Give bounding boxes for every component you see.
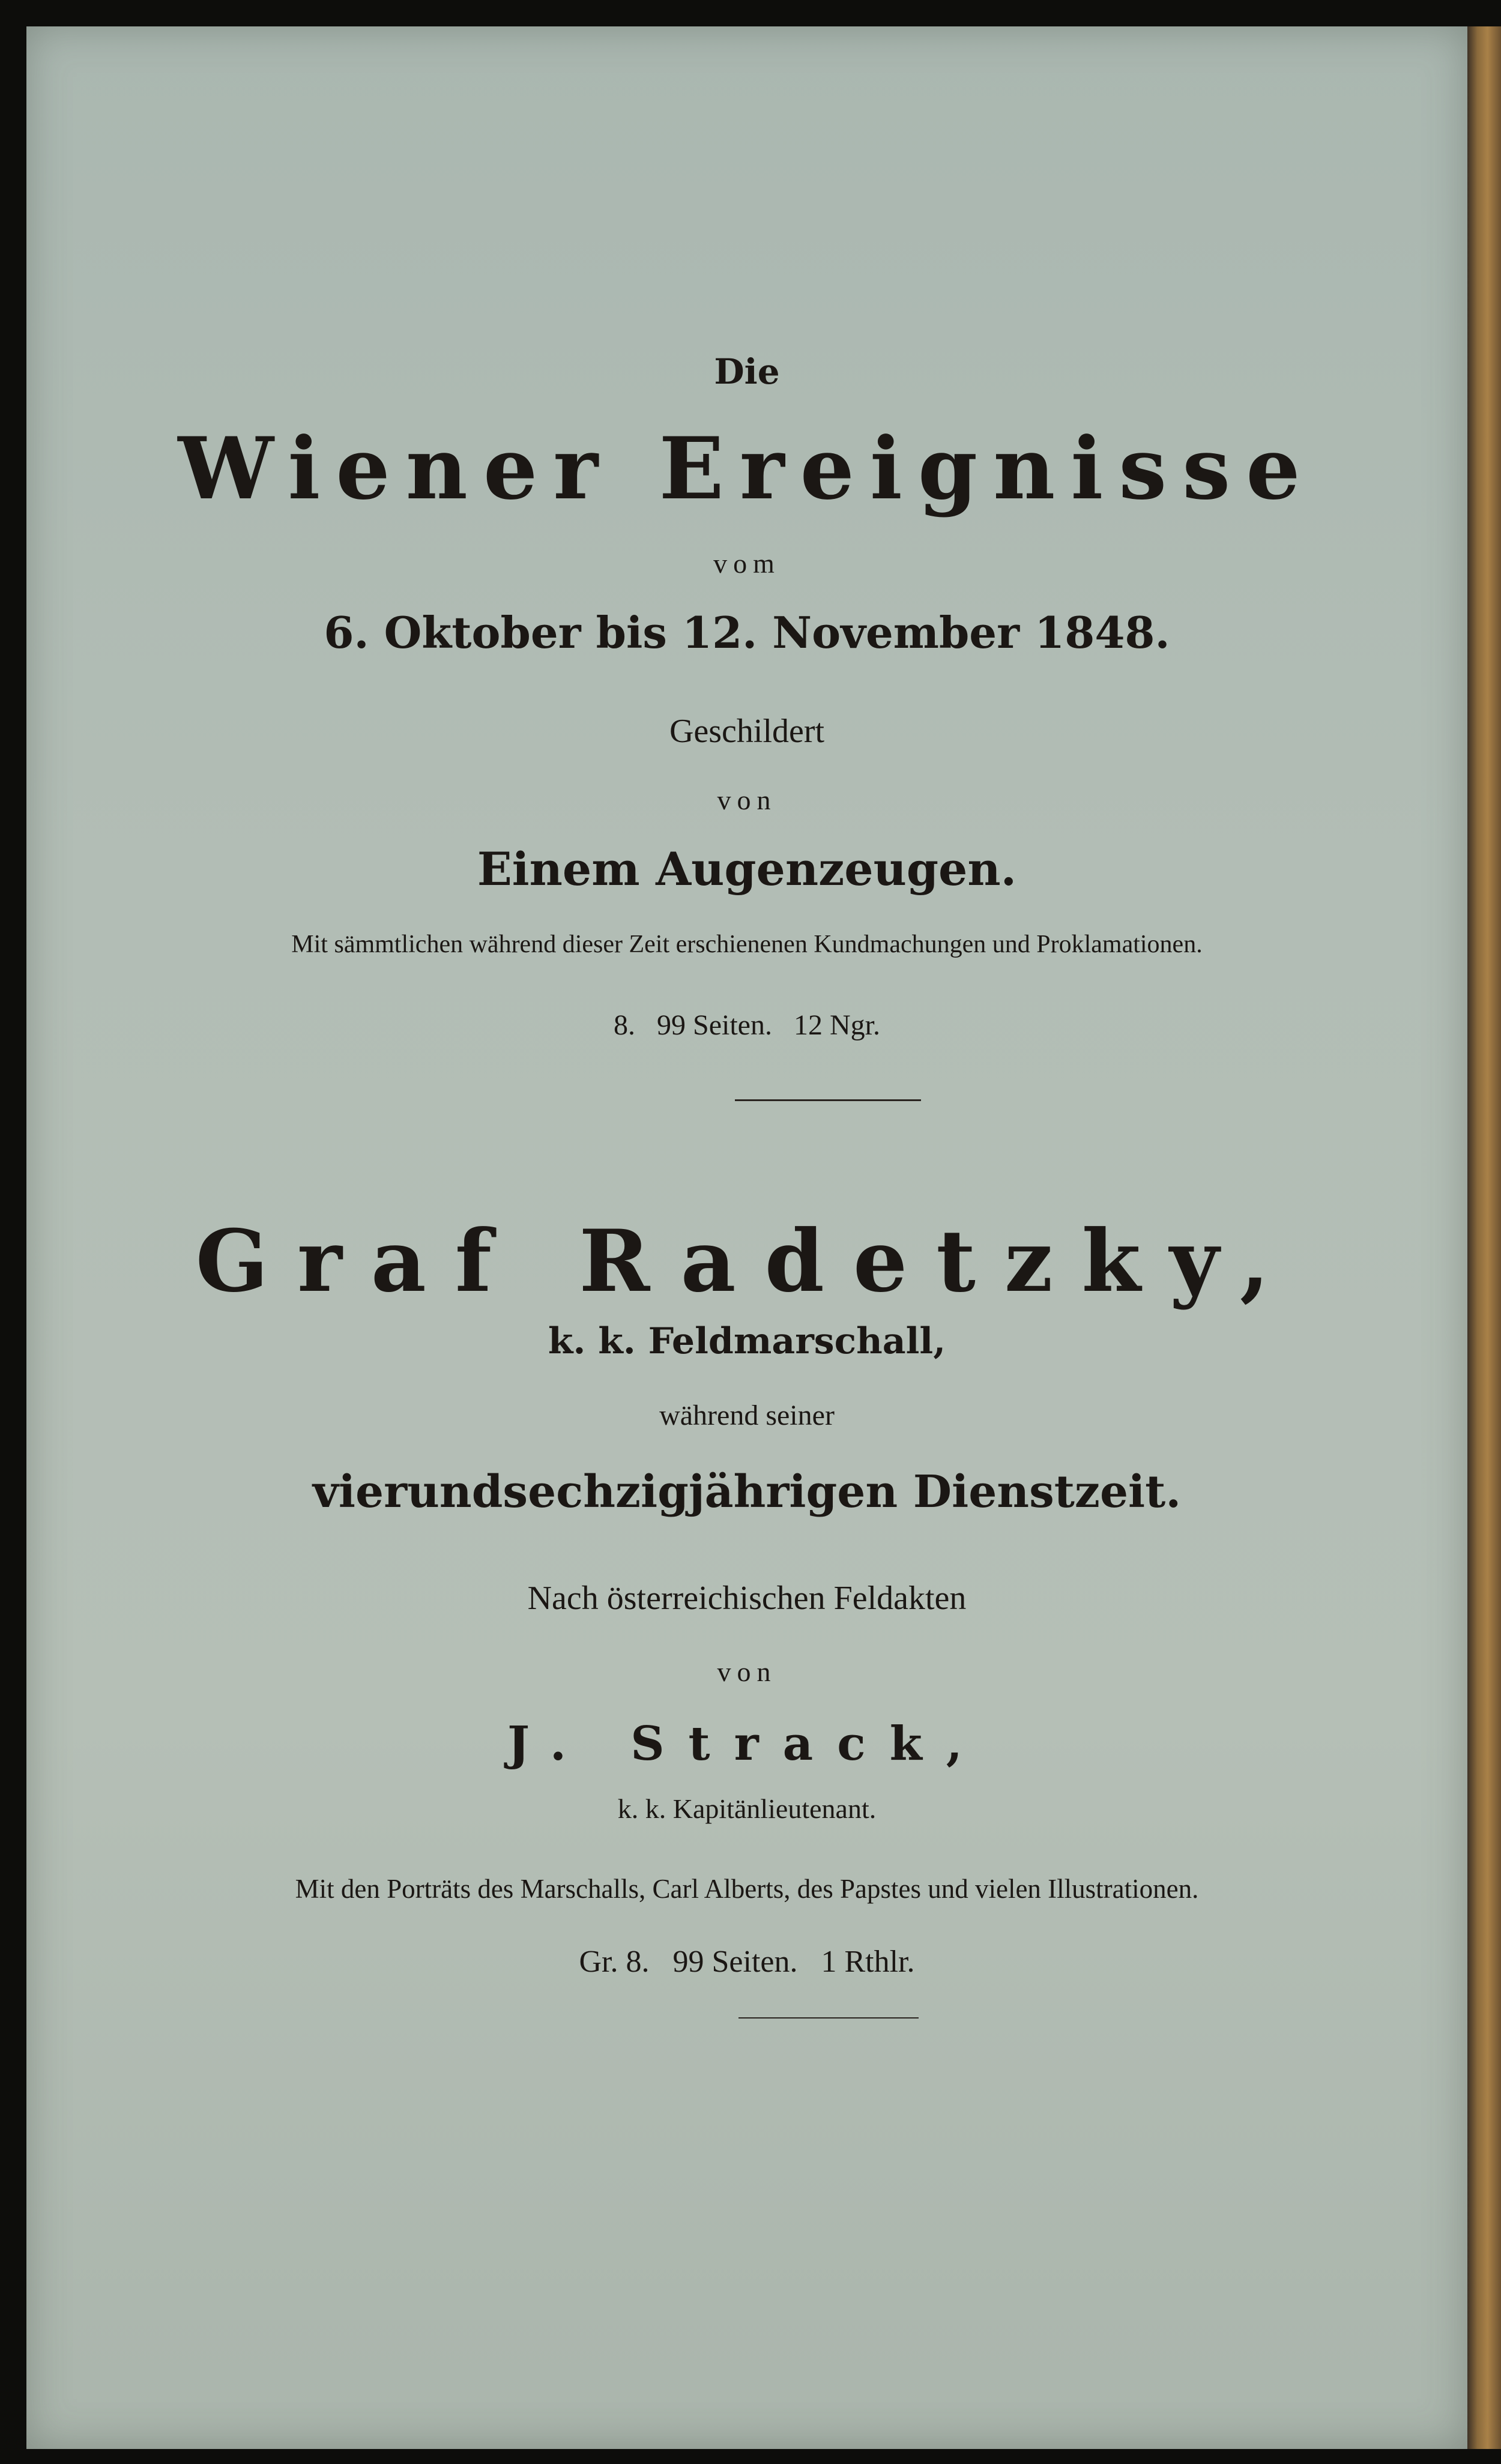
book2-source: Nach österreichischen Feldakten (527, 1580, 967, 1617)
book1-subtitle: Mit sämmtlichen während dieser Zeit erschienenen Kundmachungen und Proklamationen. (291, 931, 1203, 958)
page-sheet (26, 26, 1467, 2449)
book2-author: J. Strack, (507, 1717, 986, 1771)
book2-subtitle: Mit den Porträts des Marschalls, Carl Alberts, des Papstes und vielen Illustrationen. (295, 1874, 1199, 1904)
book2-waehrend: während seiner (659, 1400, 835, 1431)
book1-article: Die (714, 351, 780, 392)
bottom-divider-rule (738, 2017, 919, 2019)
book2-author-rank: k. k. Kapitänlieutenant. (617, 1793, 877, 1824)
book2-title: Graf Radetzky, (195, 1212, 1299, 1311)
book2-rank: k. k. Feldmarschall, (548, 1320, 946, 1362)
section-divider-rule (735, 1099, 921, 1101)
book1-geschildert: Geschildert (669, 713, 825, 750)
book1-vom: vom (713, 548, 781, 579)
book1-von: von (717, 785, 777, 815)
book2-service: vierundsechzigjährigen Dienstzeit. (312, 1466, 1182, 1518)
book1-info: 8. 99 Seiten. 12 Ngr. (614, 1009, 880, 1041)
book-spine-edge (1467, 26, 1501, 2449)
book2-info: Gr. 8. 99 Seiten. 1 Rthlr. (579, 1945, 915, 1979)
book2-von: von (717, 1656, 777, 1687)
book1-title: Wiener Ereignisse (178, 419, 1316, 519)
book1-dates: 6. Oktober bis 12. November 1848. (324, 607, 1170, 658)
book1-author: Einem Augenzeugen. (477, 842, 1017, 896)
